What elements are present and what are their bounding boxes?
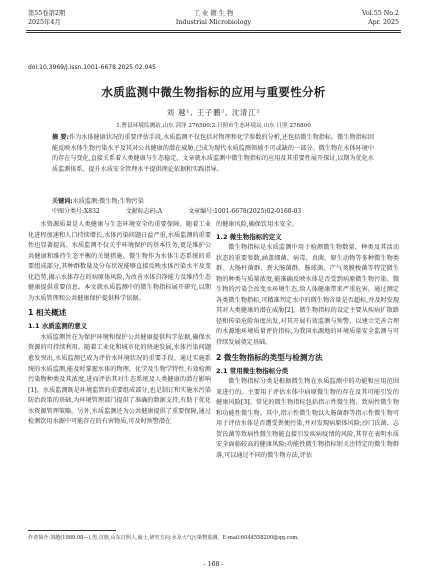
keywords-label: 关键词: bbox=[52, 198, 73, 205]
article-number: 文章编号:1001-6678(2025)02-0168-03 bbox=[188, 208, 302, 215]
abstract bbox=[52, 133, 374, 175]
right-column bbox=[216, 220, 399, 461]
section-heading-1: 1 相关概述 bbox=[28, 308, 67, 318]
subsection-heading-2-1: 2.1 常用微生物指标分类 bbox=[216, 366, 289, 375]
volume-issue-cn: 第55卷第2期 bbox=[28, 10, 66, 17]
classification-line bbox=[52, 207, 374, 217]
subsection-heading-1-1: 1.1 水质监测的意义 bbox=[28, 322, 88, 331]
document-code: 文献标志码:A bbox=[125, 208, 163, 215]
section-heading-2: 2 微生物指标的类型与检测方法 bbox=[216, 352, 323, 362]
paragraph-1-1: 水质监测旨在为保护环境和保护公共健康提供科学依据,确保水资源的可持续利用。随着工业化和城市化的快速发展,水体污染问题愈发突出,水质监测已成为评价水环境状况的重要手段。通过实施系统的水质监测,能及时掌握水体的物理、化学及生物学特性,有效检测污染物种类及其浓度,进而评估其对生态系统及人类健康的潜在影响[1]。水质监测既是环境监管的重要组成部分,也是制订和实施水污染防治政策的基础,为环境管理部门提供了准确的数据支持,有助于优化水资源管理策略。另外,水质监测还为公共健康提供了重要保障,通过检测饮用水源中可能存在的有害物质,可及时预警潜在 bbox=[28, 333, 211, 426]
intro-paragraph: 水资源质量是人类健康与生态环境安全的重要保障。随着工业化进程加速和人口持续增长,水体污染问题日益严重,水质监测的重要性也显著提高。水质监测不仅关乎环境保护的基本任务,更是维护公共健康和维持生态平衡的关键措施。微生物作为水体生态系统的重要组成部分,其种群数量及分布状况能够直接反映水体污染水平及变化趋势,揭示水体存在的病原体风险,为改善水体自净能力及维持生态健康提供重要信息。本文就水质监测中的微生物指标展开研究,以期为水质管理和公共健康保护提供科学依据。 bbox=[28, 221, 211, 302]
volume-issue-en: Vol.55 No.2 bbox=[362, 10, 399, 17]
article-title: 水质监测中微生物指标的应用与重要性分析 bbox=[101, 85, 326, 99]
abstract-text: 作为水体健康状况的重要评估手段,水质监测不仅包括对物理和化学参数的分析,还包括微生物指标。微生物指标因能反映水体生物污染水平及其对公共健康的潜在威胁,已成为现代水质监测领域不可或缺的一部分。微生物在水体环境中的存在与变化,直接关系着人类健康与生态稳定。文章就水质监测中微生物指标的应用及其重要性展开探讨,以期为优化水质监测体系、提升水质安全管理水平提供理论依据和实践指导。 bbox=[52, 134, 375, 173]
page-number: - 168 - bbox=[203, 561, 224, 568]
clc-number: 中图分类号:X832 bbox=[52, 208, 100, 215]
left-column bbox=[28, 220, 211, 428]
paragraph-2-1: 微生物指标分类是根据微生物在水质监测中的功能和应用范围来进行的。主要用于评估水体中病原微生物的存在及其可能引发的健康风险[3]。常见的微生物指标包括指示性微生物、致病性微生物和功能性微生物。其中,指示性微生物以大肠菌群等指示性微生物可用于评估水体是否遭受粪便污染,并对发现病原体风险;沙门氏菌、志贺氏菌等致病性微生物能直接引发疾病疫情的风险,其存在表明水质安全面临较高的健康风险;功能性微生物指标则关注特定的微生物群落,可以通过不同的微生物方法,评估 bbox=[216, 378, 399, 459]
date-en: Apr. 2025 bbox=[368, 19, 399, 26]
footnote-rule bbox=[28, 530, 116, 531]
author-affiliation: 1.曹县环境监测站,山东 菏泽 276500;2.日照市生态环境局,山东 日照 276800 bbox=[116, 123, 311, 129]
subsection-heading-1-2: 1.2 微生物指标的定义 bbox=[216, 232, 282, 241]
author-list: 刘 越¹, 王子鹏², 沈清江² bbox=[166, 108, 261, 117]
journal-name-cn: 工 业 微 生 物 bbox=[193, 10, 234, 17]
keywords bbox=[52, 197, 374, 207]
author-footnote: 作者简介:刘越(1989.08—),男,汉族,山东日照人,硕士,研究方向:水及大气污染物监测。E-mail:6044558200@qq.com。 bbox=[28, 535, 303, 541]
running-header-right bbox=[362, 9, 399, 27]
header-rule-thin bbox=[26, 32, 401, 33]
journal-name-en: Industrial Microbiology bbox=[175, 19, 252, 26]
header-rule bbox=[26, 30, 401, 31]
paragraph-1-2: 微生物指标是水质监测中用于检测微生物数量、种类及其活动状态的重要参数,涵盖细菌、病毒、真菌、原生动物等多种微生物类群。大肠杆菌群、粪大肠菌群、肠球菌、产气荚膜梭菌等特定微生物的种类与质量浓度,能准确反映水体是否受到病原微生物污染。微生物的污染会改变水环境生态,给人体健康带来严重危害。通过测定各类微生物指标,可精准判定水中的微生物含量是否超标,并及时发现其对人类健康的潜在威胁[2]。微生物指标的设定主要从疾病扩散路径和传染危险角度出发,对其开展有效监测与预警。以建立完善合理的水源地环境质量评价指标,为我国水源地的环境质量安全监测与可持续发展奠定基础。 bbox=[216, 244, 399, 346]
paragraph-continuation: 的健康风险,确保饮用水安全。 bbox=[216, 221, 298, 228]
abstract-label: 摘 要: bbox=[52, 134, 69, 141]
keywords-text: 水质监测;微生物;生物污染 bbox=[72, 198, 144, 205]
doi[interactable]: doi:10.3969/j.issn.1001-6678.2025.02.045 bbox=[28, 64, 156, 71]
date-cn: 2025年4月 bbox=[28, 19, 61, 26]
